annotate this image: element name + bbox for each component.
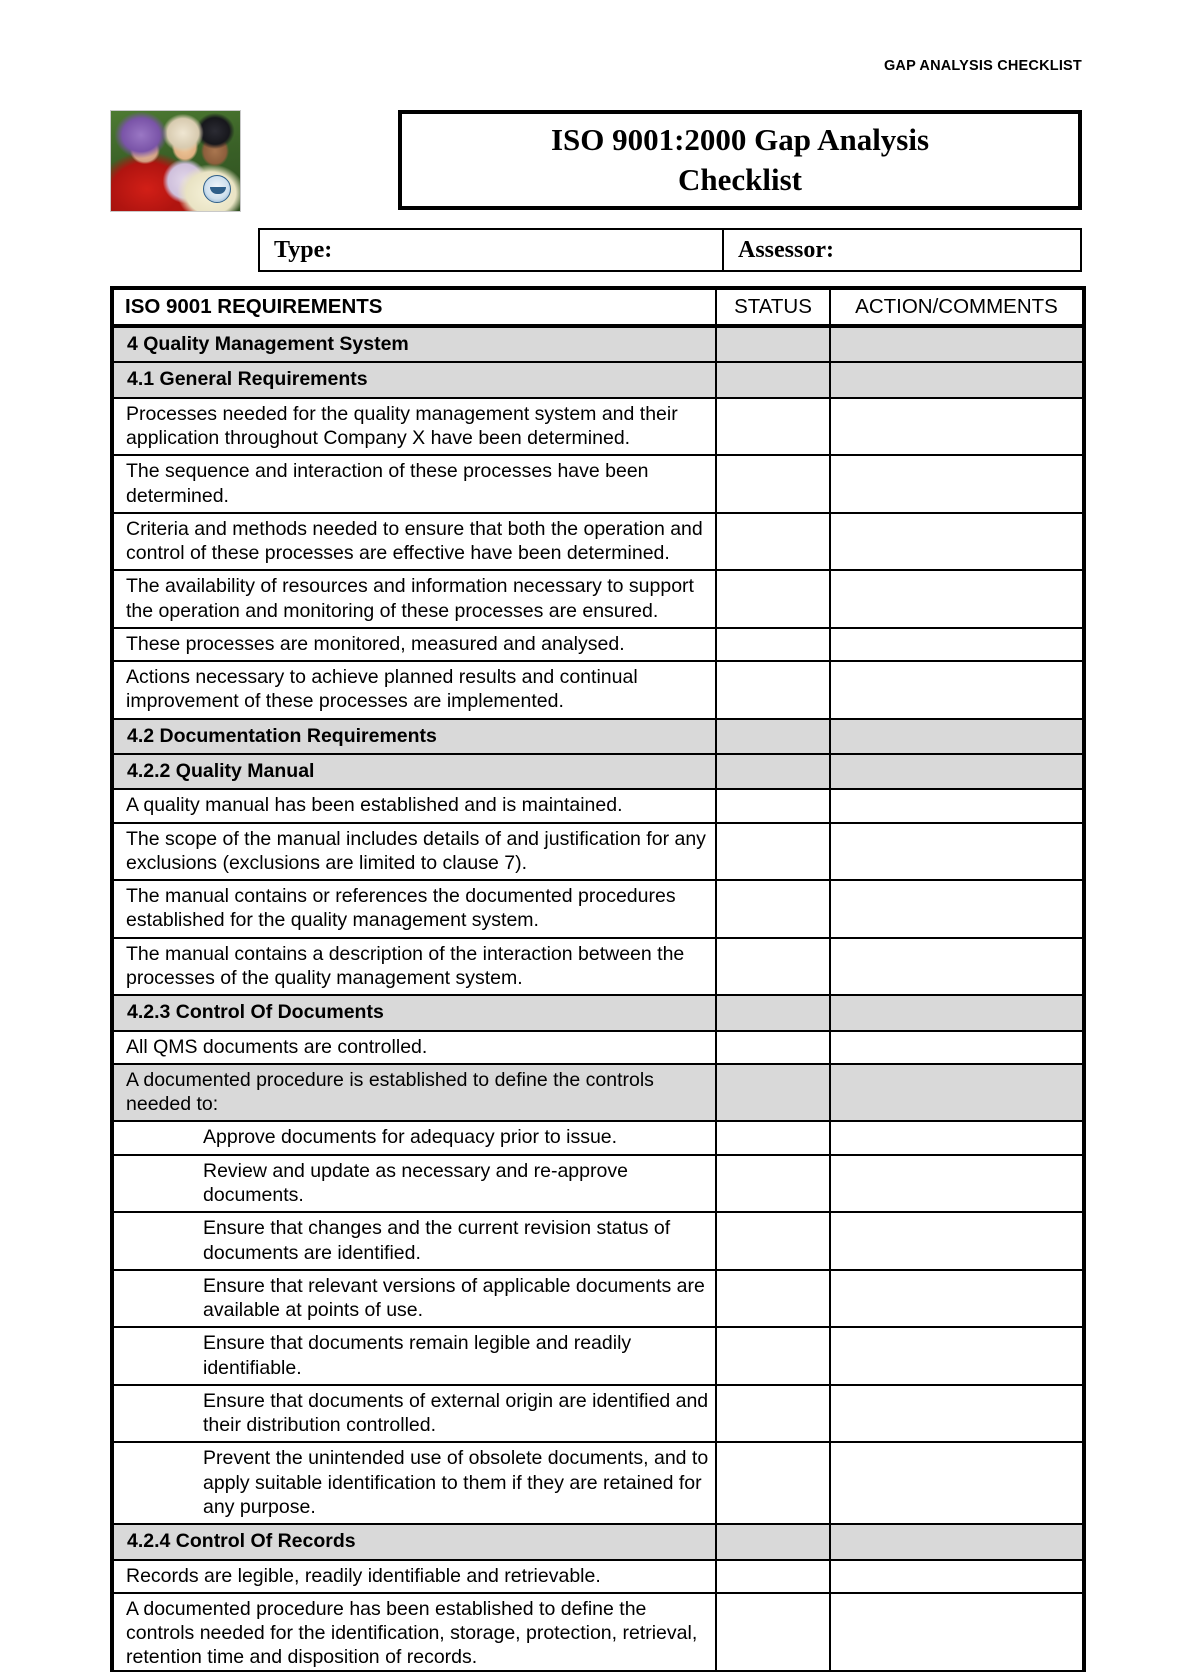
section-heading-label: 4.2.2 Quality Manual	[127, 760, 315, 783]
action-comments-cell[interactable]	[830, 789, 1084, 822]
requirement-text: A quality manual has been established and is maintained.	[126, 794, 623, 817]
requirement-text-cell	[112, 570, 716, 628]
requirement-text: These processes are monitored, measured and analysed.	[126, 632, 625, 655]
action-comments-cell	[830, 754, 1084, 789]
status-cell[interactable]	[716, 880, 830, 938]
section-heading-cell	[112, 1524, 716, 1559]
action-comments-cell	[830, 362, 1084, 397]
action-comments-cell[interactable]	[830, 570, 1084, 628]
requirement-row	[112, 1064, 1084, 1122]
section-heading-label: 4.2.3 Control Of Documents	[127, 1001, 384, 1024]
requirement-row	[112, 1593, 1084, 1671]
status-cell	[716, 719, 830, 754]
section-heading-cell	[112, 754, 716, 789]
section-heading-cell	[112, 995, 716, 1030]
action-comments-cell[interactable]	[830, 1593, 1084, 1671]
section-heading-cell	[112, 326, 716, 362]
requirement-row	[112, 570, 1084, 628]
requirement-text-cell	[112, 1064, 716, 1122]
status-cell[interactable]	[716, 398, 830, 456]
requirement-text-cell	[112, 455, 716, 513]
requirement-text-cell	[112, 513, 716, 571]
requirement-row	[112, 1327, 1084, 1385]
requirement-row	[112, 1031, 1084, 1064]
action-comments-cell[interactable]	[830, 1064, 1084, 1122]
requirement-row	[112, 1155, 1084, 1213]
status-cell	[716, 995, 830, 1030]
action-comments-cell[interactable]	[830, 1442, 1084, 1524]
section-heading-label: 4.2 Documentation Requirements	[127, 724, 437, 747]
section-heading-label: 4 Quality Management System	[127, 333, 409, 355]
requirement-text-cell	[112, 880, 716, 938]
action-comments-cell[interactable]	[830, 455, 1084, 513]
checklist-sheet	[110, 286, 1082, 1672]
status-cell[interactable]	[716, 823, 830, 881]
action-comments-cell[interactable]	[830, 823, 1084, 881]
requirement-row	[112, 1442, 1084, 1524]
requirement-text-cell	[112, 938, 716, 996]
requirement-text: Ensure that relevant versions of applicable documents are available at points of use.	[203, 1274, 705, 1322]
masthead	[110, 110, 1082, 214]
requirement-row	[112, 661, 1084, 719]
status-cell[interactable]	[716, 1155, 830, 1213]
section-heading-row	[112, 326, 1084, 362]
requirement-text: Prevent the unintended use of obsolete documents, and to apply suitable identification to them if they are retained for any purpose.	[203, 1447, 709, 1518]
action-comments-cell[interactable]	[830, 1327, 1084, 1385]
action-comments-cell	[830, 995, 1084, 1030]
requirement-text: The manual contains a description of the interaction between the processes of the quality management system.	[126, 942, 685, 990]
status-cell[interactable]	[716, 1442, 830, 1524]
action-comments-cell[interactable]	[830, 1385, 1084, 1443]
document-title	[551, 120, 929, 199]
action-comments-cell[interactable]	[830, 880, 1084, 938]
column-header-action-comments: ACTION/COMMENTS	[830, 288, 1084, 326]
requirement-text: Processes needed for the quality management system and their application throughout Company X have been determined.	[126, 402, 678, 450]
section-heading-label: 4.1 General Requirements	[127, 368, 368, 391]
requirement-text: Ensure that changes and the current revision status of documents are identified.	[203, 1217, 671, 1264]
action-comments-cell	[830, 1524, 1084, 1559]
requirement-text-cell	[112, 1327, 716, 1385]
status-cell	[716, 362, 830, 397]
requirement-text: Criteria and methods needed to ensure that both the operation and control of these processes are effective have been determined.	[126, 517, 703, 565]
requirement-row	[112, 823, 1084, 881]
status-cell[interactable]	[716, 570, 830, 628]
company-logo-image	[110, 110, 241, 212]
column-header-status: STATUS	[716, 288, 830, 326]
requirement-text: The availability of resources and information necessary to support the operation and monitoring of these processes are ensured.	[126, 575, 694, 622]
action-comments-cell[interactable]	[830, 513, 1084, 571]
requirement-text-cell	[112, 1031, 716, 1064]
requirement-text-cell	[112, 1385, 716, 1443]
requirement-text-cell	[112, 1212, 716, 1270]
requirement-text: A documented procedure has been established to define the controls needed for the identification, storage, protection, retrieval, retention time and disposition of records.	[126, 1597, 698, 1669]
checklist-table-body	[112, 326, 1084, 1671]
status-cell[interactable]	[716, 661, 830, 719]
action-comments-cell	[830, 326, 1084, 362]
requirement-text: Records are legible, readily identifiable and retrievable.	[126, 1564, 601, 1587]
type-field[interactable]	[260, 230, 724, 270]
section-heading-row	[112, 1524, 1084, 1559]
status-cell[interactable]	[716, 1593, 830, 1671]
status-cell[interactable]	[716, 1064, 830, 1122]
document-title-line2: Checklist	[678, 162, 802, 197]
type-label: Type:	[274, 236, 333, 263]
status-cell[interactable]	[716, 1031, 830, 1064]
section-heading-label: 4.2.4 Control Of Records	[127, 1530, 356, 1553]
table-header-row	[112, 288, 1084, 326]
status-cell[interactable]	[716, 938, 830, 996]
requirement-row	[112, 628, 1084, 661]
assessor-field[interactable]	[724, 230, 1080, 270]
status-cell	[716, 326, 830, 362]
requirement-row	[112, 1121, 1084, 1154]
document-title-line1: ISO 9001:2000 Gap Analysis	[550, 122, 930, 158]
section-heading-cell	[112, 362, 716, 397]
requirement-text-cell	[112, 1442, 716, 1524]
requirement-text-cell	[112, 1560, 716, 1593]
action-comments-cell[interactable]	[830, 628, 1084, 661]
document-title-box	[398, 110, 1082, 210]
requirement-text: Review and update as necessary and re-approve documents.	[203, 1159, 628, 1206]
requirement-text: The scope of the manual includes details of and justification for any exclusions (exclusions are limited to clause 7).	[126, 827, 706, 874]
status-cell[interactable]	[716, 513, 830, 571]
section-heading-row	[112, 995, 1084, 1030]
status-cell	[716, 1524, 830, 1559]
assessor-label: Assessor:	[738, 236, 834, 263]
requirement-text: A documented procedure is established to define the controls needed to:	[126, 1068, 654, 1116]
checklist-table	[110, 286, 1086, 1672]
action-comments-cell[interactable]	[830, 1121, 1084, 1154]
action-comments-cell[interactable]	[830, 1031, 1084, 1064]
requirement-row	[112, 398, 1084, 456]
action-comments-cell[interactable]	[830, 938, 1084, 996]
section-heading-cell	[112, 719, 716, 754]
checklist-table-head	[112, 288, 1084, 326]
status-cell	[716, 754, 830, 789]
requirement-text: Ensure that documents of external origin are identified and their distribution controlled.	[203, 1389, 709, 1437]
requirement-text: The manual contains or references the documented procedures established for the quality management system.	[126, 885, 676, 932]
requirement-text-cell	[112, 1593, 716, 1671]
requirement-row	[112, 1560, 1084, 1593]
action-comments-cell	[830, 719, 1084, 754]
requirement-text-cell	[112, 628, 716, 661]
action-comments-cell[interactable]	[830, 398, 1084, 456]
requirement-text: The sequence and interaction of these processes have been determined.	[126, 460, 649, 507]
requirement-row	[112, 1212, 1084, 1270]
requirement-row	[112, 789, 1084, 822]
requirement-row	[112, 513, 1084, 571]
identification-bar	[258, 228, 1082, 272]
status-cell[interactable]	[716, 789, 830, 822]
status-cell[interactable]	[716, 1270, 830, 1328]
section-heading-row	[112, 754, 1084, 789]
requirement-row	[112, 455, 1084, 513]
requirement-row	[112, 1270, 1084, 1328]
section-heading-row	[112, 719, 1084, 754]
logo-badge-icon	[203, 175, 231, 203]
requirement-text-cell	[112, 1121, 716, 1154]
requirement-text-cell	[112, 823, 716, 881]
action-comments-cell[interactable]	[830, 1270, 1084, 1328]
status-cell[interactable]	[716, 1121, 830, 1154]
status-cell[interactable]	[716, 1560, 830, 1593]
action-comments-cell[interactable]	[830, 1212, 1084, 1270]
requirement-row	[112, 1385, 1084, 1443]
requirement-text-cell	[112, 398, 716, 456]
action-comments-cell[interactable]	[830, 661, 1084, 719]
requirement-text-cell	[112, 1270, 716, 1328]
requirement-text: Ensure that documents remain legible and readily identifiable.	[203, 1332, 632, 1379]
requirement-row	[112, 938, 1084, 996]
requirement-text-cell	[112, 1155, 716, 1213]
section-heading-row	[112, 362, 1084, 397]
requirement-text: Approve documents for adequacy prior to issue.	[203, 1126, 618, 1149]
action-comments-cell[interactable]	[830, 1560, 1084, 1593]
requirement-text: All QMS documents are controlled.	[126, 1035, 428, 1058]
status-cell[interactable]	[716, 1385, 830, 1443]
requirement-row	[112, 880, 1084, 938]
status-cell[interactable]	[716, 1212, 830, 1270]
requirement-text: Actions necessary to achieve planned results and continual improvement of these processes are implemented.	[126, 666, 638, 713]
status-cell[interactable]	[716, 628, 830, 661]
status-cell[interactable]	[716, 455, 830, 513]
requirement-text-cell	[112, 789, 716, 822]
action-comments-cell[interactable]	[830, 1155, 1084, 1213]
column-header-requirements: ISO 9001 REQUIREMENTS	[112, 288, 716, 326]
status-cell[interactable]	[716, 1327, 830, 1385]
requirement-text-cell	[112, 661, 716, 719]
page-header-title: GAP ANALYSIS CHECKLIST	[883, 58, 1082, 74]
